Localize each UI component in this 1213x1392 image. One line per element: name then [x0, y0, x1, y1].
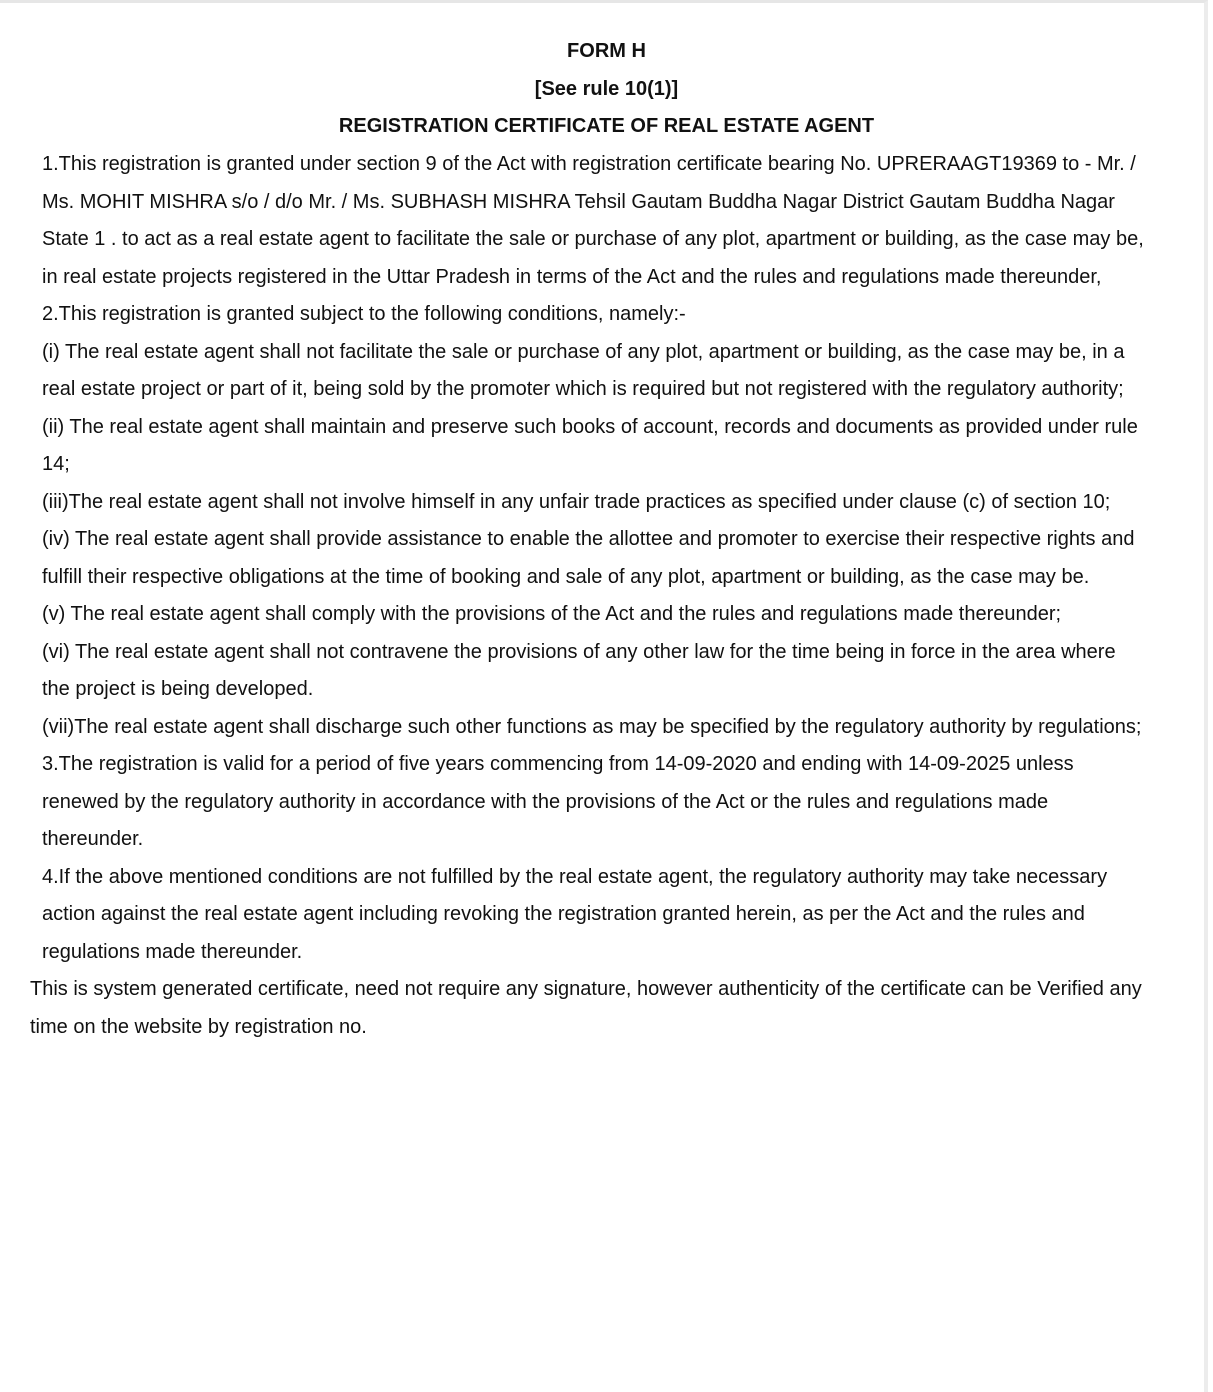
- paragraph-line: 3.The registration is valid for a period of five years commencing from 14-09-2020 and ending with 14-09-2025 unless: [42, 753, 1074, 775]
- paragraph-line: (vi) The real estate agent shall not contravene the provisions of any other law for the time being in force in the area where: [42, 640, 1116, 663]
- paragraph-line: (ii) The real estate agent shall maintain and preserve such books of account, records and documents as provided under rule: [42, 415, 1138, 438]
- paragraph-line: the project is being developed.: [42, 678, 314, 700]
- paragraph-line: State 1 . to act as a real estate agent to facilitate the sale or purchase of any plot, apartment or building, as the case may be,: [42, 228, 1144, 250]
- disclaimer-line: This is system generated certificate, need not require any signature, however authenticity of the certificate can be Verified any: [30, 978, 1142, 1000]
- paragraph: [42, 409, 1144, 484]
- paragraph-line: fulfill their respective obligations at the time of booking and sale of any plot, apartment or building, as the case may be.: [42, 565, 1090, 588]
- paragraph-line: (iii)The real estate agent shall not involve himself in any unfair trade practices as specified under clause (c) of section 10;: [42, 490, 1111, 513]
- certificate-body: [42, 146, 1144, 971]
- paragraph: [42, 521, 1144, 596]
- paragraph: [42, 596, 1144, 634]
- paragraph: [42, 709, 1144, 747]
- paragraph-line: 14;: [42, 453, 70, 475]
- paragraph: [42, 634, 1144, 709]
- paragraph: [42, 484, 1144, 522]
- paragraph-line: in real estate projects registered in the Uttar Pradesh in terms of the Act and the rules and regulations made thereunder,: [42, 265, 1102, 288]
- paragraph-line: Ms. MOHIT MISHRA s/o / d/o Mr. / Ms. SUBHASH MISHRA Tehsil Gautam Buddha Nagar District Gautam Buddha Nagar: [42, 190, 1115, 213]
- paragraph-line: renewed by the regulatory authority in accordance with the provisions of the Act or the rules and regulations made: [42, 790, 1049, 813]
- paragraph: [42, 859, 1144, 972]
- rule-reference: [See rule 10(1)]: [534, 78, 679, 100]
- paragraph-line: real estate project or part of it, being sold by the promoter which is required but not registered with the regulatory authority;: [42, 378, 1124, 400]
- paragraph: [42, 296, 1144, 334]
- paragraph-line: 4.If the above mentioned conditions are not fulfilled by the real estate agent, the regulatory authority may take necessary: [42, 865, 1108, 888]
- paragraph: [42, 334, 1144, 409]
- paragraph-line: (vii)The real estate agent shall discharge such other functions as may be specified by the regulatory authority by regulations;: [42, 715, 1142, 738]
- paragraph-line: action against the real estate agent including revoking the registration granted herein, as per the Act and the rules and: [42, 903, 1085, 925]
- paragraph-line: thereunder.: [42, 828, 144, 850]
- paragraph-line: regulations made thereunder.: [42, 940, 303, 963]
- paragraph-line: 2.This registration is granted subject to the following conditions, namely:-: [42, 303, 686, 325]
- paragraph-line: (iv) The real estate agent shall provide assistance to enable the allottee and promoter to exercise their respective rights and: [42, 528, 1135, 550]
- disclaimer-line: time on the website by registration no.: [30, 1015, 367, 1038]
- form-label: FORM H: [567, 40, 646, 62]
- disclaimer: [30, 971, 1142, 1046]
- paragraph-line: 1.This registration is granted under section 9 of the Act with registration certificate bearing No. UPRERAAGT19369 to - Mr. /: [42, 153, 1136, 175]
- paragraph: [42, 746, 1144, 859]
- paragraph: [42, 146, 1144, 296]
- paragraph-line: (i) The real estate agent shall not facilitate the sale or purchase of any plot, apartment or building, as the case may be, in a: [42, 340, 1125, 363]
- paragraph-line: (v) The real estate agent shall comply with the provisions of the Act and the rules and regulations made thereunder;: [42, 603, 1062, 625]
- certificate-title: REGISTRATION CERTIFICATE OF REAL ESTATE AGENT: [338, 115, 875, 137]
